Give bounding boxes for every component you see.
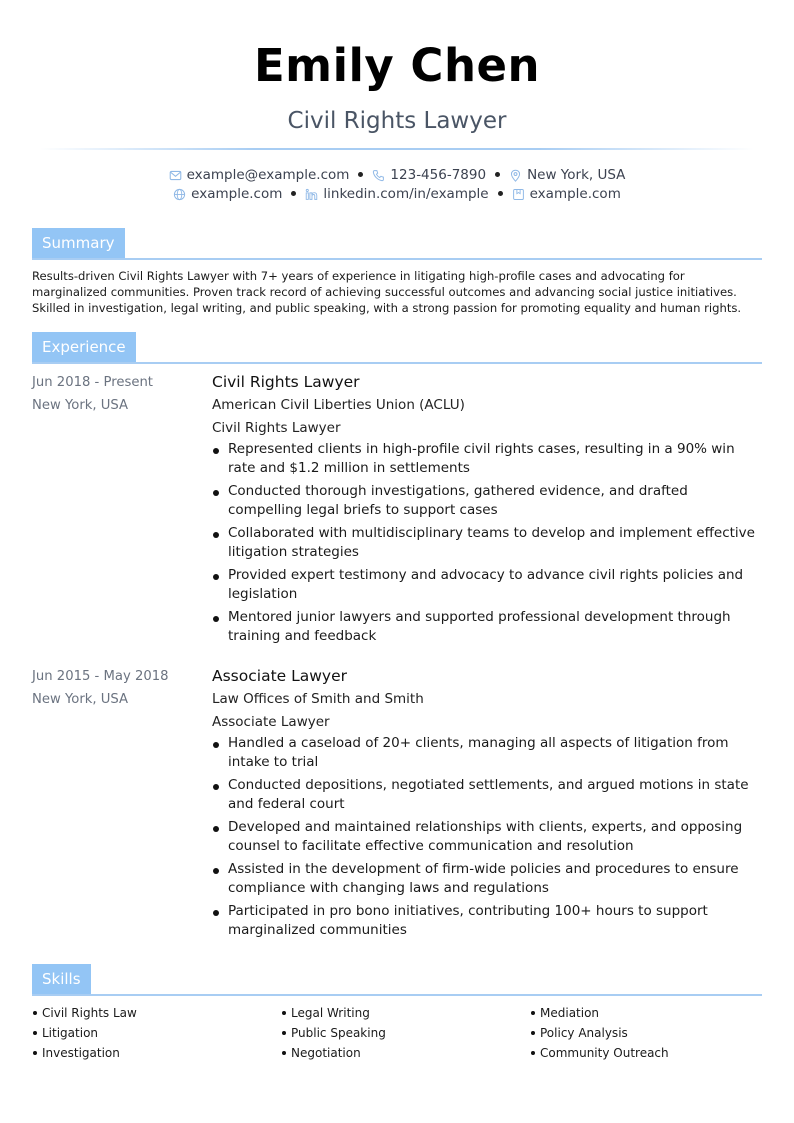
contact-website[interactable] [173, 185, 282, 204]
contact-linkedin[interactable] [305, 185, 488, 204]
email-text: example@example.com [186, 167, 350, 183]
experience-position: Associate Lawyer [212, 667, 347, 685]
experience-bullet: Participated in pro bono initiatives, contributing 100+ hours to support marginalized communities [212, 902, 762, 940]
header-divider [40, 148, 754, 150]
experience-role: Associate Lawyer [212, 714, 330, 730]
experience-bullet: Represented clients in high-profile civil rights cases, resulting in a 90% win rate and $1.2 million in settlements [212, 440, 762, 478]
skill-item: Policy Analysis [530, 1023, 762, 1043]
website-text: example.com [191, 186, 283, 202]
experience-meta [32, 665, 202, 711]
skills-heading: Skills [32, 964, 91, 994]
experience-meta [32, 371, 202, 417]
contact-location [509, 166, 625, 185]
experience-dates: Jun 2018 - Present [32, 375, 153, 390]
phone-text: 123-456-7890 [390, 167, 487, 183]
contact-phone[interactable] [372, 166, 486, 185]
experience-bullet: Handled a caseload of 20+ clients, managing all aspects of litigation from intake to trial [212, 734, 762, 772]
experience-location: New York, USA [32, 398, 129, 413]
skill-item: Legal Writing [281, 1003, 530, 1023]
experience-company: American Civil Liberties Union (ACLU) [212, 397, 465, 413]
experience-company: Law Offices of Smith and Smith [212, 691, 424, 707]
contact-row-1 [0, 166, 794, 186]
separator-dot [358, 172, 363, 177]
experience-details [212, 665, 762, 944]
linkedin-icon [305, 188, 318, 201]
experience-bullet: Conducted thorough investigations, gathered evidence, and drafted compelling legal briefs to support cases [212, 482, 762, 520]
skills-section-header [32, 964, 762, 996]
skill-item: Public Speaking [281, 1023, 530, 1043]
experience-role: Civil Rights Lawyer [212, 420, 341, 436]
separator-dot [498, 191, 503, 196]
experience-bullets [212, 440, 762, 646]
phone-icon [372, 169, 385, 182]
experience-heading: Experience [32, 332, 136, 362]
separator-dot [495, 172, 500, 177]
skills-grid [32, 1003, 762, 1063]
contact-email[interactable] [169, 166, 350, 185]
linkedin-text: linkedin.com/in/example [323, 186, 489, 202]
contact-row-2 [0, 185, 794, 205]
experience-location: New York, USA [32, 692, 129, 707]
experience-bullet: Conducted depositions, negotiated settlements, and argued motions in state and federal court [212, 776, 762, 814]
bookmark-icon [512, 188, 525, 201]
skill-item: Civil Rights Law [32, 1003, 281, 1023]
skill-item: Mediation [530, 1003, 762, 1023]
globe-icon [173, 188, 186, 201]
experience-bullet: Assisted in the development of firm-wide policies and procedures to ensure compliance with changing laws and regulations [212, 860, 762, 898]
separator-dot [291, 191, 296, 196]
contact-portfolio[interactable] [512, 185, 621, 204]
summary-text: Results-driven Civil Rights Lawyer with 7+ years of experience in litigating high-profile cases and advocating for marginalized communities. Proven track record of achieving successful outcomes and advancing social justice initiatives. Skilled in investigation, legal writing, and public speaking, with a strong passion for promoting equality and human rights. [32, 269, 742, 315]
experience-section-header [32, 332, 762, 364]
candidate-name: Emily Chen [253, 39, 541, 92]
email-icon [169, 169, 182, 182]
summary-heading: Summary [32, 228, 125, 258]
skill-item: Investigation [32, 1043, 281, 1063]
experience-dates: Jun 2015 - May 2018 [32, 669, 169, 684]
experience-position: Civil Rights Lawyer [212, 373, 360, 391]
job-title: Civil Rights Lawyer [287, 108, 507, 134]
summary-section-header [32, 228, 762, 260]
portfolio-text: example.com [529, 186, 621, 202]
experience-bullets [212, 734, 762, 940]
location-icon [509, 169, 522, 182]
experience-bullet: Provided expert testimony and advocacy to advance civil rights policies and legislation [212, 566, 762, 604]
experience-bullet: Collaborated with multidisciplinary teams to develop and implement effective litigation strategies [212, 524, 762, 562]
experience-details [212, 371, 762, 650]
experience-bullet: Developed and maintained relationships with clients, experts, and opposing counsel to facilitate effective communication and resolution [212, 818, 762, 856]
location-text: New York, USA [527, 167, 626, 183]
skill-item: Litigation [32, 1023, 281, 1043]
experience-bullet: Mentored junior lawyers and supported professional development through training and feedback [212, 608, 762, 646]
skill-item: Community Outreach [530, 1043, 762, 1063]
skill-item: Negotiation [281, 1043, 530, 1063]
